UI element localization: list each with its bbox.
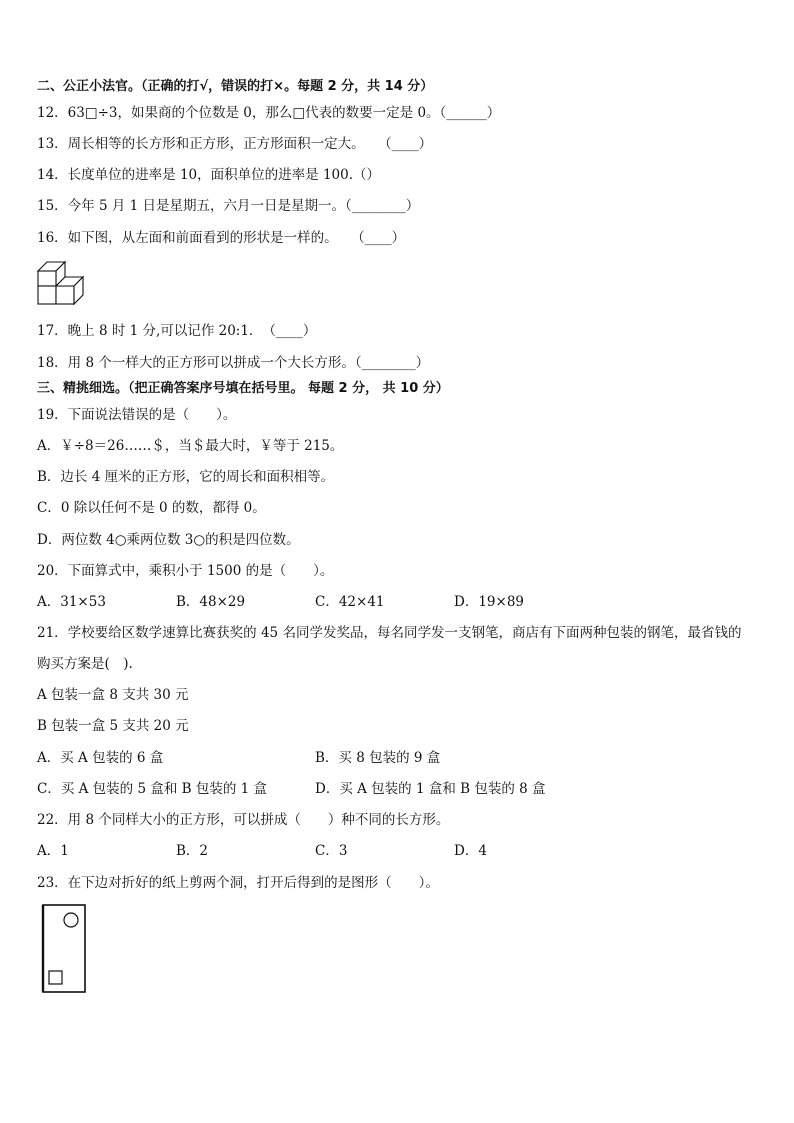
question-19-option-a: A．￥÷8＝26……＄，当＄最大时，￥等于 215。 (37, 438, 344, 454)
question-22-option-a: A．1 (37, 843, 69, 859)
question-22-option-b: B．2 (176, 843, 209, 859)
folded-paper-figure (40, 903, 88, 995)
question-14: 14．长度单位的进率是 10，面积单位的进率是 100.（） (37, 167, 380, 183)
question-22-option-d: D．4 (454, 843, 487, 859)
question-23-stem: 23．在下边对折好的纸上剪两个洞，打开后得到的是图形（ ）。 (37, 875, 439, 891)
question-22-option-c: C．3 (315, 843, 348, 859)
question-21-option-b: B．买 8 包装的 9 盒 (315, 750, 441, 766)
question-16: 16．如下图，从左面和前面看到的形状是一样的。 （____） (37, 230, 406, 246)
question-21-option-c: C．买 A 包装的 5 盒和 B 包装的 1 盒 (37, 781, 268, 797)
question-20-option-d: D．19×89 (454, 594, 524, 610)
question-21-stem-line1: 21．学校要给区数学速算比赛获奖的 45 名同学发奖品，每名同学发一支钢笔，商店有下面两种包装的钢笔，最省钱的 (37, 625, 742, 641)
question-13: 13．周长相等的长方形和正方形，正方形面积一定大。 （____） (37, 136, 433, 152)
question-20-option-c: C．42×41 (315, 594, 385, 610)
section2-heading: 二、公正小法官。（正确的打√，错误的打×。每题 2 分，共 14 分） (37, 79, 434, 94)
question-21-package-b: B 包装一盒 5 支共 20 元 (37, 718, 189, 734)
question-17: 17．晚上 8 时 1 分,可以记作 20:1． （____） (37, 323, 317, 339)
question-12: 12．63□÷3，如果商的个位数是 0，那么□代表的数要一定是 0。（______） (37, 105, 501, 121)
question-21-package-a: A 包装一盒 8 支共 30 元 (37, 687, 189, 703)
question-21-option-d: D．买 A 包装的 1 盒和 B 包装的 8 盒 (315, 781, 546, 797)
question-20-option-a: A．31×53 (37, 594, 106, 610)
question-22-stem: 22．用 8 个同样大小的正方形，可以拼成（ ）种不同的长方形。 (37, 812, 450, 828)
question-19-option-c: C．0 除以任何不是 0 的数，都得 0。 (37, 500, 266, 516)
question-21-stem-line2: 购买方案是( ). (37, 656, 133, 672)
section3-heading: 三、精挑细选。（把正确答案序号填在括号里。 每题 2 分， 共 10 分） (37, 381, 449, 396)
question-18: 18．用 8 个一样大的正方形可以拼成一个大长方形。（________） (37, 355, 430, 371)
question-19-option-d: D．两位数 4○乘两位数 3○的积是四位数。 (37, 532, 300, 548)
cube-stack-figure (36, 259, 88, 307)
question-15: 15．今年 5 月 1 日是星期五，六月一日是星期一。（________） (37, 198, 420, 214)
question-21-option-a: A．买 A 包装的 6 盒 (37, 750, 164, 766)
question-20-stem: 20．下面算式中，乘积小于 1500 的是（ ）。 (37, 563, 334, 579)
question-19-option-b: B．边长 4 厘米的正方形，它的周长和面积相等。 (37, 469, 335, 485)
question-20-option-b: B．48×29 (176, 594, 246, 610)
question-19-stem: 19．下面说法错误的是（ ）。 (37, 407, 237, 423)
